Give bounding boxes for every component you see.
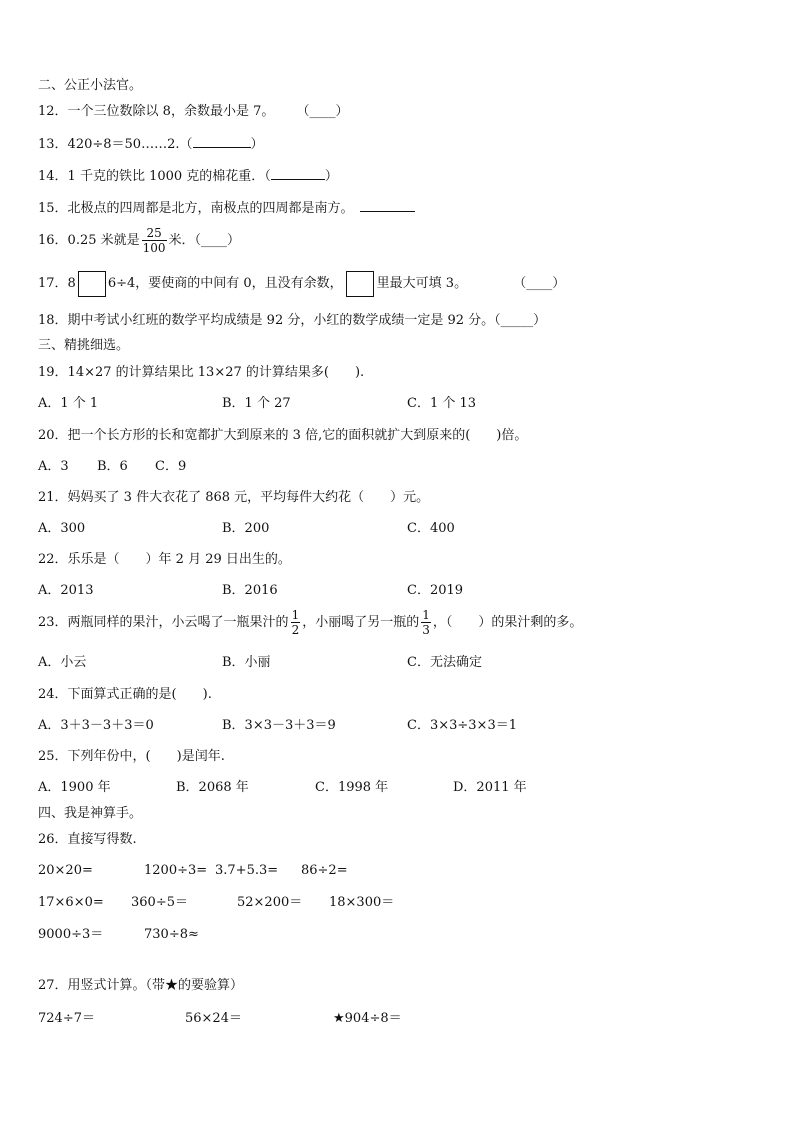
question-text-tail: 里最大可填 3。	[376, 276, 468, 291]
calc-item: 724÷7＝	[38, 1011, 95, 1026]
option-a[interactable]: A．1900 年	[38, 780, 111, 795]
answer-blank[interactable]	[360, 199, 415, 212]
option-a[interactable]: A．3＋3－3＋3＝0	[38, 718, 154, 733]
calc-item: 3.7+5.3=	[215, 863, 279, 878]
fraction-denominator: 3	[422, 623, 430, 637]
option-b[interactable]: B．2016	[222, 583, 278, 598]
option-a[interactable]: A．2013	[38, 583, 94, 598]
question-26	[38, 832, 137, 848]
calc-item: 1200÷3=	[144, 863, 208, 878]
section-title: 二、公正小法官。	[38, 78, 143, 93]
question-number: 16．	[38, 233, 68, 248]
question-17	[38, 270, 565, 298]
question-number: 27．	[38, 978, 68, 993]
option-c[interactable]: C．3×3÷3×3＝1	[407, 718, 517, 733]
question-18	[38, 313, 546, 329]
calc-item: 56×24＝	[185, 1011, 242, 1026]
option-b[interactable]: B．2068 年	[176, 780, 249, 795]
question-number: 15．	[38, 201, 68, 216]
option-d[interactable]: D．2011 年	[453, 780, 527, 795]
calc-item: 20×20=	[38, 863, 93, 878]
question-text: 妈妈买了 3 件大衣花了 868 元，平均每件大约花（ ）元。	[67, 490, 430, 505]
option-c[interactable]: C．2019	[407, 583, 464, 598]
option-c[interactable]: C．1998 年	[315, 780, 389, 795]
question-text: 把一个长方形的长和宽都扩大到原来的 3 倍,它的面积就扩大到原来的( )倍。	[67, 428, 528, 443]
question-number: 21．	[38, 490, 68, 505]
answer-blank[interactable]: （____）	[296, 104, 349, 119]
option-c[interactable]: C．1 个 13	[407, 396, 477, 411]
question-text: 一个三位数除以 8，余数最小是 7。	[67, 104, 275, 119]
option-a[interactable]: A．小云	[38, 655, 87, 670]
question-23	[38, 606, 582, 640]
question-number: 17．	[38, 276, 68, 291]
question-12	[38, 104, 349, 120]
calc-item: 52×200＝	[237, 895, 303, 910]
option-c[interactable]: C．无法确定	[407, 655, 482, 670]
question-number: 20．	[38, 428, 68, 443]
question-22	[38, 552, 291, 568]
question-number: 23．	[38, 615, 68, 630]
question-number: 12．	[38, 104, 68, 119]
question-text: 6÷4，要使商的中间有 0，且没有余数，	[107, 276, 343, 291]
option-a[interactable]: A．3	[38, 459, 69, 474]
question-21	[38, 490, 429, 506]
answer-blank[interactable]	[271, 167, 325, 180]
calc-item: 17×6×0=	[38, 895, 104, 910]
question-number: 18．	[38, 313, 68, 328]
fraction-numerator: 1	[291, 608, 300, 622]
section-title: 三、精挑细选。	[38, 338, 130, 353]
question-16	[38, 224, 240, 258]
question-27	[38, 978, 243, 994]
paren-left: （	[179, 137, 193, 152]
calc-item: 86÷2=	[301, 863, 348, 878]
fraction	[291, 608, 301, 637]
calc-item: 360÷5＝	[131, 895, 188, 910]
answer-blank[interactable]	[193, 135, 251, 148]
option-b[interactable]: B．200	[222, 521, 270, 536]
digit: 8	[67, 276, 76, 291]
question-text: 0.25 米就是	[67, 233, 140, 248]
option-b[interactable]: B．1 个 27	[222, 396, 291, 411]
option-b[interactable]: B．6	[97, 459, 128, 474]
question-number: 24．	[38, 687, 68, 702]
question-text: 北极点的四周都是北方，南极点的四周都是南方。	[67, 201, 354, 216]
fraction-numerator: 25	[142, 226, 167, 241]
question-text-mid: ，小丽喝了另一瓶的	[302, 615, 420, 630]
fraction	[421, 608, 431, 637]
question-number: 25．	[38, 749, 68, 764]
calc-item: 730÷8≈	[144, 927, 199, 942]
question-15	[38, 199, 415, 217]
question-text-tail: 米．（____）	[168, 233, 241, 248]
question-number: 26．	[38, 832, 68, 847]
question-24	[38, 687, 212, 703]
question-text: 下列年份中，( )是闰年.	[67, 749, 225, 764]
question-number: 13．	[38, 137, 68, 152]
question-text: 1 千克的铁比 1000 克的棉花重．	[67, 169, 265, 184]
option-a[interactable]: A．300	[38, 521, 86, 536]
calc-item: 18×300＝	[329, 895, 395, 910]
digit-box[interactable]	[346, 271, 374, 297]
option-b[interactable]: B．小丽	[222, 655, 271, 670]
option-c[interactable]: C．9	[155, 459, 187, 474]
section-title: 四、我是神算手。	[38, 806, 143, 821]
question-text: 直接写得数.	[67, 832, 137, 847]
paren-right: ）	[250, 137, 264, 152]
question-number: 22．	[38, 552, 68, 567]
question-text: 下面算式正确的是( ).	[67, 687, 212, 702]
question-number: 14．	[38, 169, 68, 184]
question-text: 两瓶同样的果汁，小云喝了一瓶果汁的	[67, 615, 289, 630]
question-text: 14×27 的计算结果比 13×27 的计算结果多( ).	[67, 365, 365, 380]
fraction	[142, 226, 167, 255]
option-c[interactable]: C．400	[407, 521, 455, 536]
question-text: 乐乐是（ ）年 2 月 29 日出生的。	[67, 552, 291, 567]
question-20	[38, 428, 527, 444]
question-number: 19．	[38, 365, 68, 380]
fraction-numerator: 1	[422, 608, 430, 622]
calc-item: 9000÷3＝	[38, 927, 104, 942]
question-text: 420÷8＝50……2.	[67, 137, 180, 152]
digit-box[interactable]	[78, 271, 106, 297]
question-19	[38, 365, 364, 381]
question-13	[38, 135, 264, 153]
calc-item: ★904÷8＝	[333, 1011, 402, 1026]
question-text: 期中考试小红班的数学平均成绩是 92 分，小红的数学成绩一定是 92 分。（_____）	[67, 313, 547, 328]
fraction-denominator: 100	[142, 241, 166, 255]
answer-blank[interactable]: （____）	[513, 276, 566, 291]
paren-right: ）	[324, 169, 338, 184]
question-text: 用竖式计算。（带★的要验算）	[67, 978, 244, 993]
option-a[interactable]: A．1 个 1	[38, 396, 99, 411]
question-14	[38, 167, 338, 185]
question-25	[38, 749, 225, 765]
paren-left: （	[264, 169, 271, 184]
option-b[interactable]: B．3×3－3＋3＝9	[222, 718, 336, 733]
question-text-tail: ，（ ）的果汁剩的多。	[432, 615, 583, 630]
fraction-denominator: 2	[291, 623, 300, 637]
